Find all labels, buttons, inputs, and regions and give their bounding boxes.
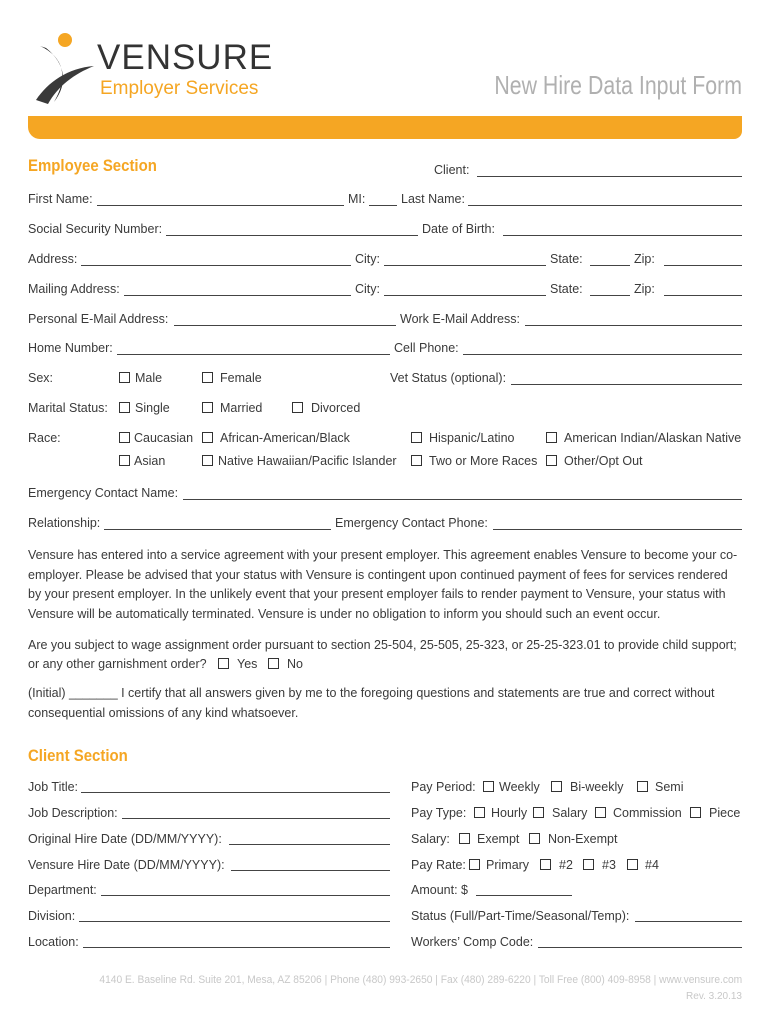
wage-no-label: No [287, 657, 303, 671]
address-label: Address: [28, 252, 78, 266]
client-label: Client: [434, 163, 470, 177]
mailing-address-label: Mailing Address: [28, 282, 120, 296]
mailing-zip-field[interactable] [664, 295, 742, 296]
cell-phone-field[interactable] [463, 354, 742, 355]
marital-divorced-label: Divorced [311, 401, 361, 415]
emergency-phone-label: Emergency Contact Phone: [335, 516, 488, 530]
first-name-label: First Name: [28, 192, 93, 206]
sex-male-label: Male [135, 371, 163, 385]
city-label: City: [355, 252, 380, 266]
certification-line2: consequential omissions of any kind whatsoever. [28, 706, 299, 720]
logo [28, 32, 278, 108]
original-hire-label: Original Hire Date (DD/MM/YYYY): [28, 832, 222, 846]
race-two-or-more-checkbox[interactable] [411, 455, 422, 466]
salary-nonexempt-checkbox[interactable] [529, 833, 540, 844]
wage-yes-label: Yes [237, 657, 258, 671]
wage-question-line1: Are you subject to wage assignment order pursuant to section 25-504, 25-505, 25-323, or 25-25-323.01 to provide child support; [28, 638, 737, 652]
city-field[interactable] [384, 265, 546, 266]
marital-single-label: Single [135, 401, 170, 415]
sex-female-label: Female [220, 371, 262, 385]
footer-address: 4140 E. Baseline Rd. Suite 201, Mesa, AZ 85206 | Phone (480) 993-2650 | Fax (480) 289-6220 | Toll Free (800) 409-8958 | www.vensure.com [99, 974, 742, 986]
brand-name: VENSURE [97, 38, 274, 77]
race-african-american-label: African-American/Black [220, 431, 350, 445]
race-american-indian-label: American Indian/Alaskan Native [564, 431, 742, 445]
home-number-label: Home Number: [28, 341, 113, 355]
zip-label: Zip: [634, 252, 655, 266]
pay-rate-3-label: #3 [602, 858, 616, 872]
job-description-field[interactable] [122, 818, 390, 819]
race-other-label: Other/Opt Out [564, 454, 643, 468]
division-field[interactable] [79, 921, 390, 922]
dob-field[interactable] [503, 235, 742, 236]
location-label: Location: [28, 935, 79, 949]
pay-rate-3-checkbox[interactable] [583, 859, 594, 870]
pay-type-salary-checkbox[interactable] [533, 807, 544, 818]
state-label: State: [550, 252, 583, 266]
salary-nonexempt-label: Non-Exempt [548, 832, 618, 846]
sex-label: Sex: [28, 371, 54, 385]
pay-type-hourly-checkbox[interactable] [474, 807, 485, 818]
relationship-label: Relationship: [28, 516, 101, 530]
state-field[interactable] [590, 265, 630, 266]
dob-label: Date of Birth: [422, 222, 495, 236]
vet-status-field[interactable] [511, 384, 742, 385]
pay-period-biweekly-checkbox[interactable] [551, 781, 562, 792]
wage-yes-checkbox[interactable] [218, 658, 229, 669]
marital-married-label: Married [220, 401, 263, 415]
marital-single-checkbox[interactable] [119, 402, 130, 413]
home-number-field[interactable] [117, 354, 390, 355]
salary-label: Salary: [411, 832, 450, 846]
pay-type-label: Pay Type: [411, 806, 467, 820]
first-name-field[interactable] [97, 205, 344, 206]
client-section-title: Client Section [28, 746, 128, 765]
last-name-label: Last Name: [401, 192, 465, 206]
employee-section-title: Employee Section [28, 156, 157, 175]
race-american-indian-checkbox[interactable] [546, 432, 557, 443]
ssn-field[interactable] [166, 235, 418, 236]
certification-line1: (Initial) _______ I certify that all answers given by me to the foregoing questions and statements are true and correct without [28, 686, 715, 700]
division-label: Division: [28, 909, 76, 923]
salary-exempt-checkbox[interactable] [459, 833, 470, 844]
footer-revision: Rev. 3.20.13 [686, 991, 742, 1002]
workers-comp-field[interactable] [538, 947, 742, 948]
marital-married-checkbox[interactable] [202, 402, 213, 413]
location-field[interactable] [83, 947, 390, 948]
pay-rate-2-label: #2 [559, 858, 573, 872]
last-name-field[interactable] [468, 205, 742, 206]
pay-period-semi-label: Semi [655, 780, 684, 794]
workers-comp-label: Workers’ Comp Code: [411, 935, 534, 949]
race-other-checkbox[interactable] [546, 455, 557, 466]
department-field[interactable] [101, 895, 390, 896]
brand-subtitle: Employer Services [100, 78, 259, 99]
mailing-city-field[interactable] [384, 295, 546, 296]
emergency-name-label: Emergency Contact Name: [28, 486, 179, 500]
sex-female-checkbox[interactable] [202, 372, 213, 383]
client-field[interactable] [477, 176, 742, 177]
mailing-state-label: State: [550, 282, 583, 296]
relationship-field[interactable] [104, 529, 331, 530]
form-title: New Hire Data Input Form [494, 70, 742, 100]
race-hispanic-checkbox[interactable] [411, 432, 422, 443]
pay-period-semi-checkbox[interactable] [637, 781, 648, 792]
vensure-hire-field[interactable] [231, 870, 390, 871]
pay-type-salary-label: Salary [552, 806, 588, 820]
job-title-label: Job Title: [28, 780, 79, 794]
pay-type-piece-checkbox[interactable] [690, 807, 701, 818]
race-native-hawaiian-checkbox[interactable] [202, 455, 213, 466]
race-label: Race: [28, 431, 61, 445]
race-native-hawaiian-label: Native Hawaiian/Pacific Islander [218, 454, 397, 468]
cell-phone-label: Cell Phone: [394, 341, 459, 355]
work-email-label: Work E-Mail Address: [400, 312, 520, 326]
agreement-paragraph: Vensure has entered into a service agreement with your present employer. This agreement enables Vensure to become your co-employer. Please be advised that your status with Vensure is contingent upon continued payment of fees for services rendered by your present employer. In the unlikely event that your present employer fails to render payment to Vensure, your status with Vensure will be automatically terminated. Vensure is under no obligation to inform you should such an event occur. [28, 548, 738, 621]
pay-type-hourly-label: Hourly [491, 806, 528, 820]
vensure-swoosh-icon [28, 32, 103, 108]
amount-label: Amount: $ [411, 883, 468, 897]
job-description-label: Job Description: [28, 806, 118, 820]
work-email-field[interactable] [525, 325, 742, 326]
marital-status-label: Marital Status: [28, 401, 108, 415]
pay-rate-primary-checkbox[interactable] [469, 859, 480, 870]
pay-period-weekly-label: Weekly [499, 780, 540, 794]
race-asian-label: Asian [134, 454, 166, 468]
salary-exempt-label: Exempt [477, 832, 520, 846]
mailing-city-label: City: [355, 282, 380, 296]
race-african-american-checkbox[interactable] [202, 432, 213, 443]
amount-field[interactable] [476, 895, 572, 896]
pay-period-label: Pay Period: [411, 780, 476, 794]
race-hispanic-label: Hispanic/Latino [429, 431, 515, 445]
original-hire-field[interactable] [229, 844, 390, 845]
mi-label: MI: [348, 192, 366, 206]
address-field[interactable] [81, 265, 351, 266]
status-field[interactable] [635, 921, 742, 922]
pay-type-piece-label: Piece [709, 806, 741, 820]
zip-field[interactable] [664, 265, 742, 266]
race-caucasian-label: Caucasian [134, 431, 194, 445]
pay-rate-primary-label: Primary [486, 858, 530, 872]
job-title-field[interactable] [81, 792, 390, 793]
mailing-state-field[interactable] [590, 295, 630, 296]
vet-status-label: Vet Status (optional): [390, 371, 507, 385]
pay-rate-4-label: #4 [645, 858, 659, 872]
sex-male-checkbox[interactable] [119, 372, 130, 383]
race-two-or-more-label: Two or More Races [429, 454, 538, 468]
pay-rate-4-checkbox[interactable] [627, 859, 638, 870]
race-asian-checkbox[interactable] [119, 455, 130, 466]
wage-question-line2: or any other garnishment order? [28, 657, 207, 671]
pay-type-commission-checkbox[interactable] [595, 807, 606, 818]
status-label: Status (Full/Part-Time/Seasonal/Temp): [411, 909, 630, 923]
pay-rate-2-checkbox[interactable] [540, 859, 551, 870]
header-bar [28, 116, 742, 139]
personal-email-field[interactable] [174, 325, 396, 326]
vensure-hire-label: Vensure Hire Date (DD/MM/YYYY): [28, 858, 225, 872]
emergency-phone-field[interactable] [493, 529, 742, 530]
mailing-address-field[interactable] [124, 295, 351, 296]
pay-rate-label: Pay Rate: [411, 858, 466, 872]
wage-no-checkbox[interactable] [268, 658, 279, 669]
mi-field[interactable] [369, 205, 397, 206]
mailing-zip-label: Zip: [634, 282, 655, 296]
department-label: Department: [28, 883, 97, 897]
ssn-label: Social Security Number: [28, 222, 163, 236]
emergency-name-field[interactable] [183, 499, 742, 500]
pay-type-commission-label: Commission [613, 806, 682, 820]
personal-email-label: Personal E-Mail Address: [28, 312, 169, 326]
pay-period-weekly-checkbox[interactable] [483, 781, 494, 792]
marital-divorced-checkbox[interactable] [292, 402, 303, 413]
race-caucasian-checkbox[interactable] [119, 432, 130, 443]
pay-period-biweekly-label: Bi-weekly [570, 780, 624, 794]
